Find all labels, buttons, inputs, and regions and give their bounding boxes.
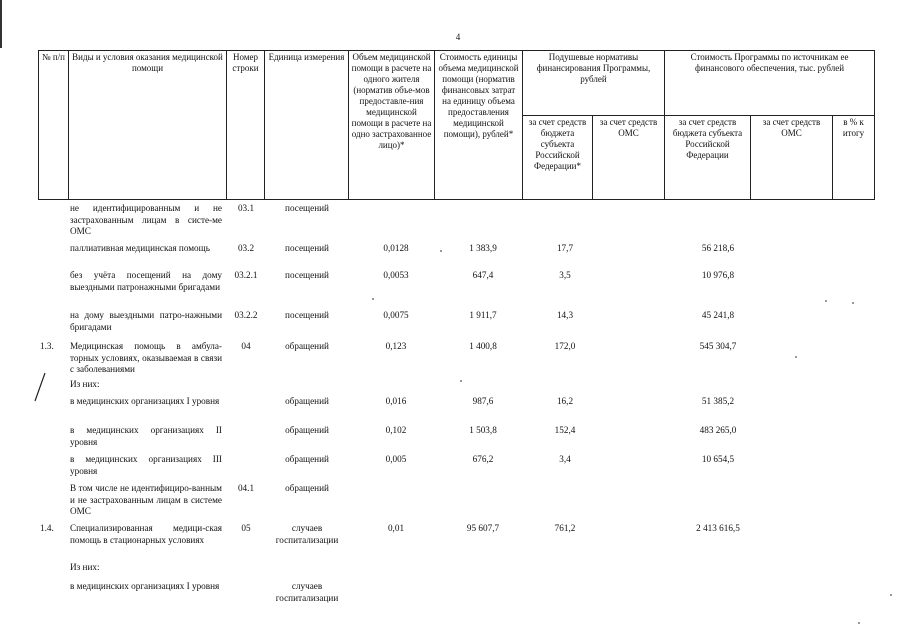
scan-speck xyxy=(440,250,442,252)
row-percapita-budget: 761,2 xyxy=(554,523,576,533)
row-program-budget: 10 654,5 xyxy=(701,454,735,464)
row-number: 1.4. xyxy=(40,523,54,533)
row-percapita-budget: 14,3 xyxy=(556,310,574,320)
row-unit-cost: 676,2 xyxy=(472,454,494,464)
header-num: № п/п xyxy=(39,51,69,200)
row-percapita-budget: 152,4 xyxy=(554,425,576,435)
scan-speck xyxy=(858,622,860,624)
row-unit-cost: 987,6 xyxy=(472,396,494,406)
row-percapita-budget: 16,2 xyxy=(556,396,574,406)
row-unit-cost: 1 503,8 xyxy=(469,425,497,435)
header-program-group: Стоимость Программы по источникам ее финансового обеспечения, тыс. рублей xyxy=(665,51,875,116)
header-unit: Единица измерения xyxy=(265,51,349,200)
row-name: в медицинских организациях III уровня xyxy=(70,454,222,476)
row-volume: 0,0075 xyxy=(383,310,409,320)
row-unit: посещений xyxy=(285,270,329,280)
row-unit: обращений xyxy=(285,341,329,351)
row-unit: посещений xyxy=(285,310,329,320)
row-name: В том числе не идентифициро-ванным и не застрахованным лицам в системе ОМС xyxy=(70,483,222,516)
row-volume: 0,005 xyxy=(385,454,407,464)
row-name: в медицинских организациях I уровня xyxy=(70,396,220,406)
table-header xyxy=(38,50,875,200)
row-unit-cost: 1 911,7 xyxy=(469,310,497,320)
scan-speck xyxy=(852,302,854,304)
row-line-number: 04.1 xyxy=(237,483,255,493)
row-unit-cost: 1 383,9 xyxy=(469,243,497,253)
row-unit-cost: 647,4 xyxy=(472,270,494,280)
row-unit: обращений xyxy=(285,425,329,435)
row-unit: посещений xyxy=(285,203,329,213)
row-program-budget: 51 385,2 xyxy=(701,396,735,406)
row-volume: 0,102 xyxy=(385,425,407,435)
header-pc-budget: за счет средств бюджета субъекта Российской Федерации* xyxy=(523,116,593,200)
row-volume: 0,016 xyxy=(385,396,407,406)
row-name: без учёта посещений на дому выездными патронажными бригадами xyxy=(70,270,222,292)
scan-speck xyxy=(795,356,797,358)
row-name: не идентифицированным и не застрахованным лицам в систе-ме ОМС xyxy=(70,203,222,236)
row-name: на дому выездными патро-нажными бригадами xyxy=(70,310,222,332)
scan-edge-mark xyxy=(0,0,2,48)
row-name: Из них: xyxy=(70,379,100,389)
scan-speck xyxy=(460,380,462,382)
page-number: 4 xyxy=(455,32,461,42)
header-st-percent: в % к итогу xyxy=(833,116,875,200)
row-program-budget: 56 218,6 xyxy=(701,243,735,253)
row-unit: посещений xyxy=(285,243,329,253)
row-unit-cost: 95 607,7 xyxy=(466,523,500,533)
row-unit-cost: 1 400,8 xyxy=(469,341,497,351)
header-line: Номер строки xyxy=(227,51,265,200)
row-percapita-budget: 172,0 xyxy=(554,341,576,351)
row-unit: случаев госпитализации xyxy=(275,523,339,545)
row-program-budget: 483 265,0 xyxy=(699,425,737,435)
row-unit: случаев госпитализации xyxy=(275,581,339,603)
row-name: в медицинских организациях I уровня xyxy=(70,581,220,591)
row-line-number: 04 xyxy=(241,341,251,351)
row-program-budget: 10 976,8 xyxy=(701,270,735,280)
scan-speck xyxy=(372,298,374,300)
handwritten-slash-mark xyxy=(32,372,48,402)
row-volume: 0,01 xyxy=(387,523,405,533)
row-unit: обращений xyxy=(285,396,329,406)
row-percapita-budget: 3,5 xyxy=(559,270,571,280)
row-unit: обращений xyxy=(285,483,329,493)
header-percapita-group: Подушевые нормативы финансирования Программы, рублей xyxy=(523,51,665,116)
scan-speck xyxy=(890,594,892,596)
row-volume: 0,0053 xyxy=(383,270,409,280)
row-volume: 0,123 xyxy=(385,341,407,351)
header-st-oms: за счет средств ОМС xyxy=(751,116,833,200)
row-name: Специализированная медици-ская помощь в стационарных условиях xyxy=(70,523,222,545)
row-unit: обращений xyxy=(285,454,329,464)
header-cost: Стоимость единицы объема медицинской помощи (норматив финансовых затрат на единицу объема предоставления медицинской помощи), рублей* xyxy=(435,51,523,200)
header-pc-oms: за счет средств ОМС xyxy=(593,116,665,200)
scan-speck xyxy=(825,300,827,302)
row-line-number: 03.2.2 xyxy=(234,310,258,320)
row-percapita-budget: 17,7 xyxy=(556,243,574,253)
row-name: в медицинских организациях II уровня xyxy=(70,425,222,447)
row-name: паллиативная медицинская помощь xyxy=(70,243,210,253)
row-name: Медицинская помощь в амбула-торных условиях, оказываемая в связи с заболеваниями xyxy=(70,341,222,374)
row-program-budget: 45 241,8 xyxy=(701,310,735,320)
row-number: 1.3. xyxy=(40,341,54,351)
row-percapita-budget: 3,4 xyxy=(559,454,571,464)
header-st-budget: за счет средств бюджета субъекта Российской Федерации xyxy=(665,116,751,200)
row-line-number: 03.1 xyxy=(237,203,255,213)
row-name: Из них: xyxy=(70,562,100,572)
row-line-number: 03.2.1 xyxy=(234,270,258,280)
header-volume: Объем медицинской помощи в расчете на одного жителя (норматив объе-мов предоставле-ния медицинской помощи в расчете на одно застрахованное лицо)* xyxy=(349,51,435,200)
header-name: Виды и условия оказания медицинской помощи xyxy=(69,51,227,200)
row-volume: 0,0128 xyxy=(383,243,409,253)
row-line-number: 05 xyxy=(241,523,251,533)
row-program-budget: 2 413 616,5 xyxy=(696,523,740,533)
row-program-budget: 545 304,7 xyxy=(699,341,737,351)
row-line-number: 03.2 xyxy=(237,243,255,253)
